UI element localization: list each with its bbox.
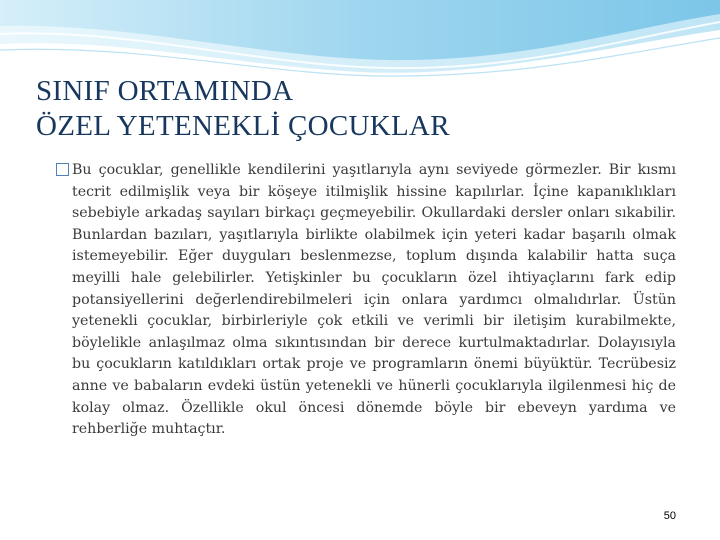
body-paragraph: Bu çocuklar, genellikle kendilerini yaşıtlarıyla aynı seviyede görmezler. Bir kısmı tecrit edilmişlik veya bir köşeye itilmişlik hissine kapılırlar. İçine kapanıklıkları sebebiyle arkadaş sayıları birkaçı geçmeyebilir. Okullardaki dersler onları sıkabilir. Bunlardan bazıları, yaşıtlarıyla birlikte olabilmek için yeteri kadar başarılı olmak istemeyebilir. Eğer duyguları beslenmezse, toplum dışında kalabilir hatta suça meyilli hale gelebilirler. Yetişkinler bu çocukların özel ihtiyaçlarını fark edip potansiyellerini değerlendirebilmeleri için onlara yardımcı olmalıdırlar. Üstün yetenekli çocuklar, birbirleriyle çok etkili ve verimli bir iletişim kurabilmekte, böylelikle anlaşılmaz olma sıkıntısından bir derece kurtulmaktadırlar. Dolayısıyla bu çocukların katıldıkları ortak proje ve programların önemi büyüktür. Tecrübesiz anne ve babaların evdeki üstün yetenekli ve hünerli çocuklarıyla ilgilenmesi hiç de kolay olmaz. Özellikle okul öncesi dönemde böyle bir ebeveyn yardıma ve rehberliğe muhtaçtır. — [72, 162, 676, 438]
title-line-2: ÖZEL YETENEKLİ ÇOCUKLAR — [36, 110, 450, 142]
square-bullet-icon — [56, 163, 69, 176]
slide-title — [36, 74, 696, 144]
page-number: 50 — [663, 510, 676, 522]
content-block — [56, 160, 676, 441]
title-line-1: SINIF ORTAMINDA — [36, 75, 294, 107]
wave-header-decoration — [0, 0, 720, 80]
